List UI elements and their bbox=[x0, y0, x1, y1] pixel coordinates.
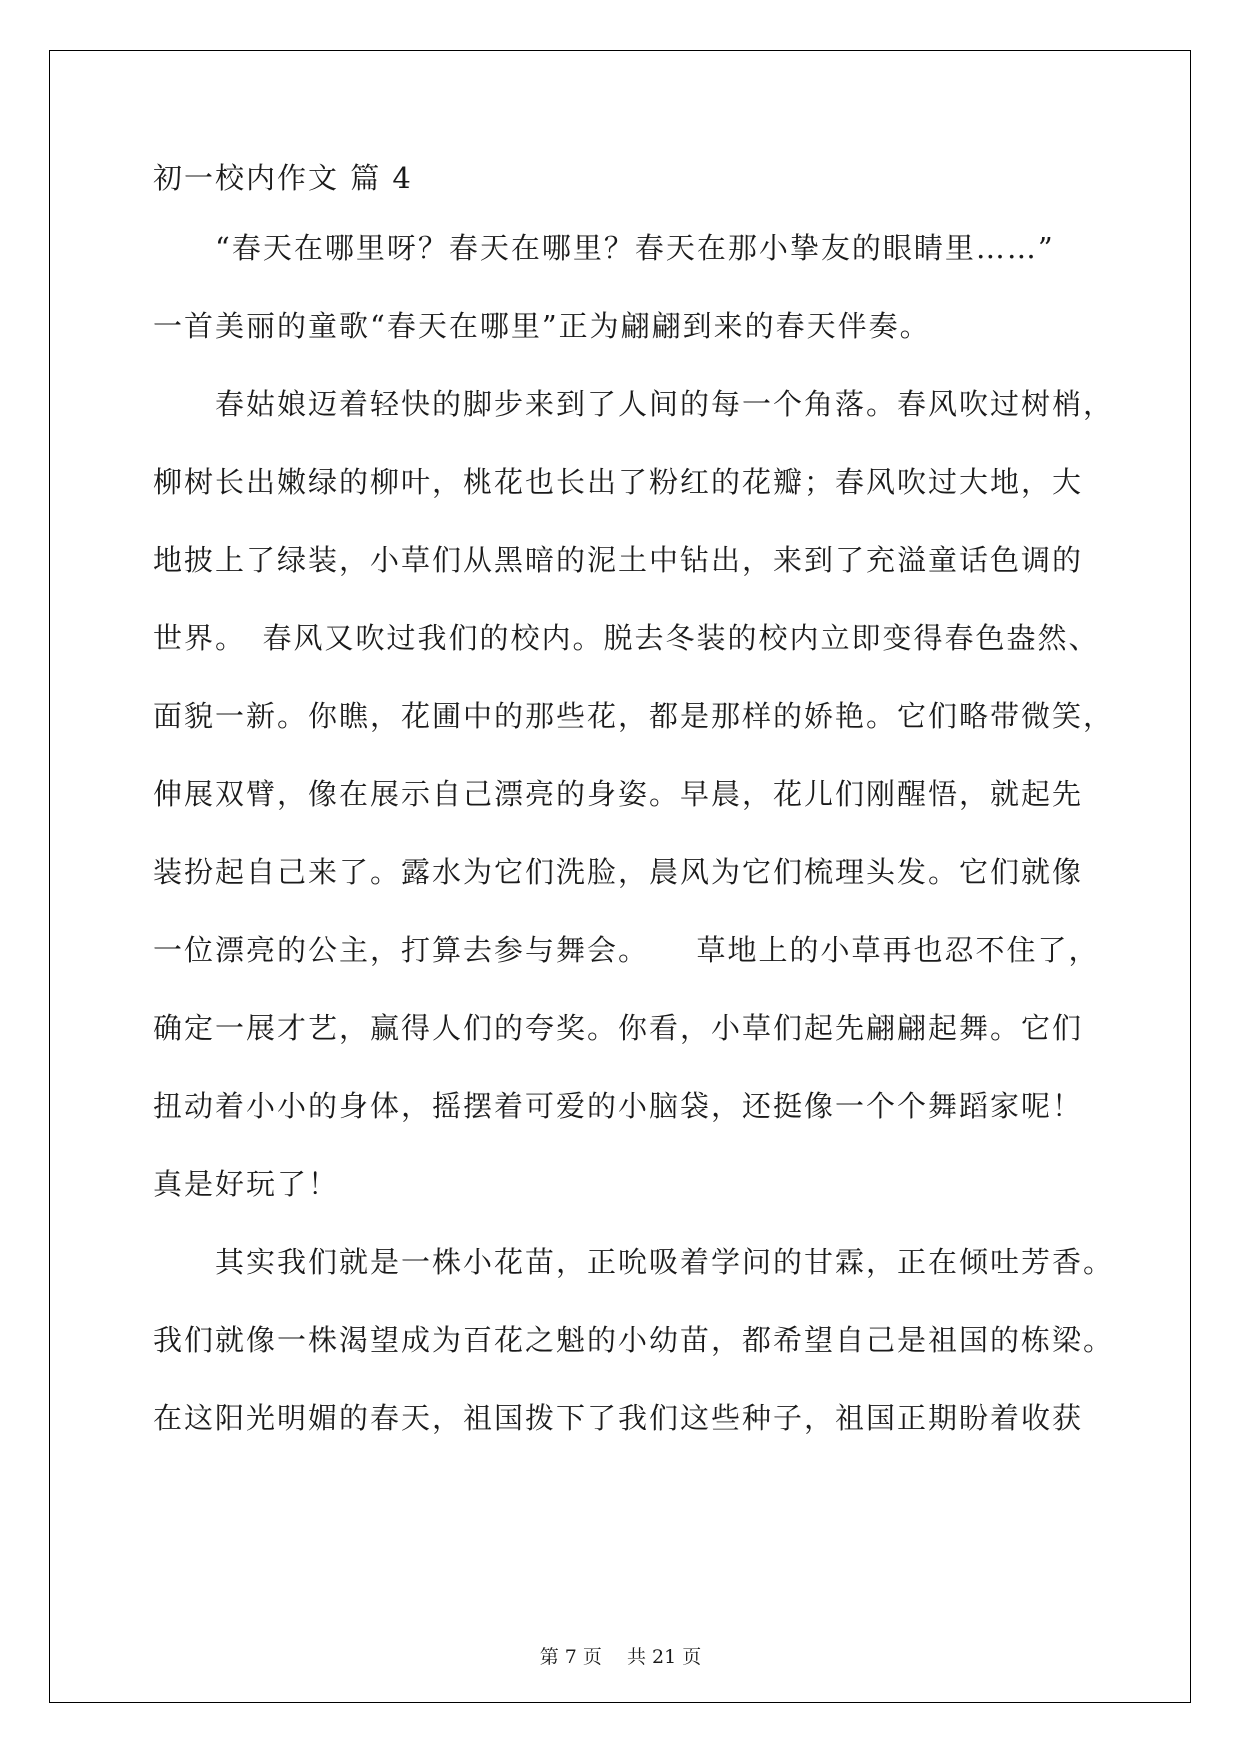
paragraph-line: 一位漂亮的公主，打算去参与舞会。 草地上的小草再也忍不住了， bbox=[153, 933, 1100, 967]
paragraph-line: 世界。 春风又吹过我们的校内。脱去冬装的校内立即变得春色盎然、 bbox=[153, 621, 1100, 655]
paragraph-line: 我们就像一株渴望成为百花之魁的小幼苗，都希望自己是祖国的栋梁。 bbox=[153, 1323, 1115, 1357]
paragraph-line: 柳树长出嫩绿的柳叶，桃花也长出了粉红的花瓣；春风吹过大地，大 bbox=[153, 465, 1084, 499]
paragraph-line: 在这阳光明媚的春天，祖国拨下了我们这些种子，祖国正期盼着收获 bbox=[153, 1401, 1084, 1435]
paragraph-line: 确定一展才艺，赢得人们的夸奖。你看，小草们起先翩翩起舞。它们 bbox=[153, 1011, 1084, 1045]
paragraph-line: 其实我们就是一株小花苗，正吮吸着学问的甘霖，正在倾吐芳香。 bbox=[153, 1245, 1115, 1279]
document-title: 初一校内作文 篇 4 bbox=[153, 161, 413, 195]
paragraph-line: 装扮起自己来了。露水为它们洗脸，晨风为它们梳理头发。它们就像 bbox=[153, 855, 1084, 889]
paragraph-line: 真是好玩了！ bbox=[153, 1167, 340, 1201]
paragraph-line: 扭动着小小的身体，摇摆着可爱的小脑袋，还挺像一个个舞蹈家呢！ bbox=[153, 1089, 1084, 1123]
paragraph-line: 伸展双臂，像在展示自己漂亮的身姿。早晨，花儿们刚醒悟，就起先 bbox=[153, 777, 1084, 811]
paragraph-line: 地披上了绿装，小草们从黑暗的泥土中钻出，来到了充溢童话色调的 bbox=[153, 543, 1084, 577]
document-body bbox=[153, 158, 1115, 1438]
paragraph-line: 面貌一新。你瞧，花圃中的那些花，都是那样的娇艳。它们略带微笑， bbox=[153, 699, 1115, 733]
paragraph-line: 春姑娘迈着轻快的脚步来到了人间的每一个角落。春风吹过树梢， bbox=[153, 387, 1115, 421]
paragraph-line: “春天在哪里呀？春天在哪里？春天在那小挚友的眼睛里……” bbox=[153, 231, 1055, 265]
paragraph-line: 一首美丽的童歌“春天在哪里”正为翩翩到来的春天伴奏。 bbox=[153, 309, 931, 343]
page-number-footer: 第 7 页 共 21 页 bbox=[539, 1646, 702, 1668]
